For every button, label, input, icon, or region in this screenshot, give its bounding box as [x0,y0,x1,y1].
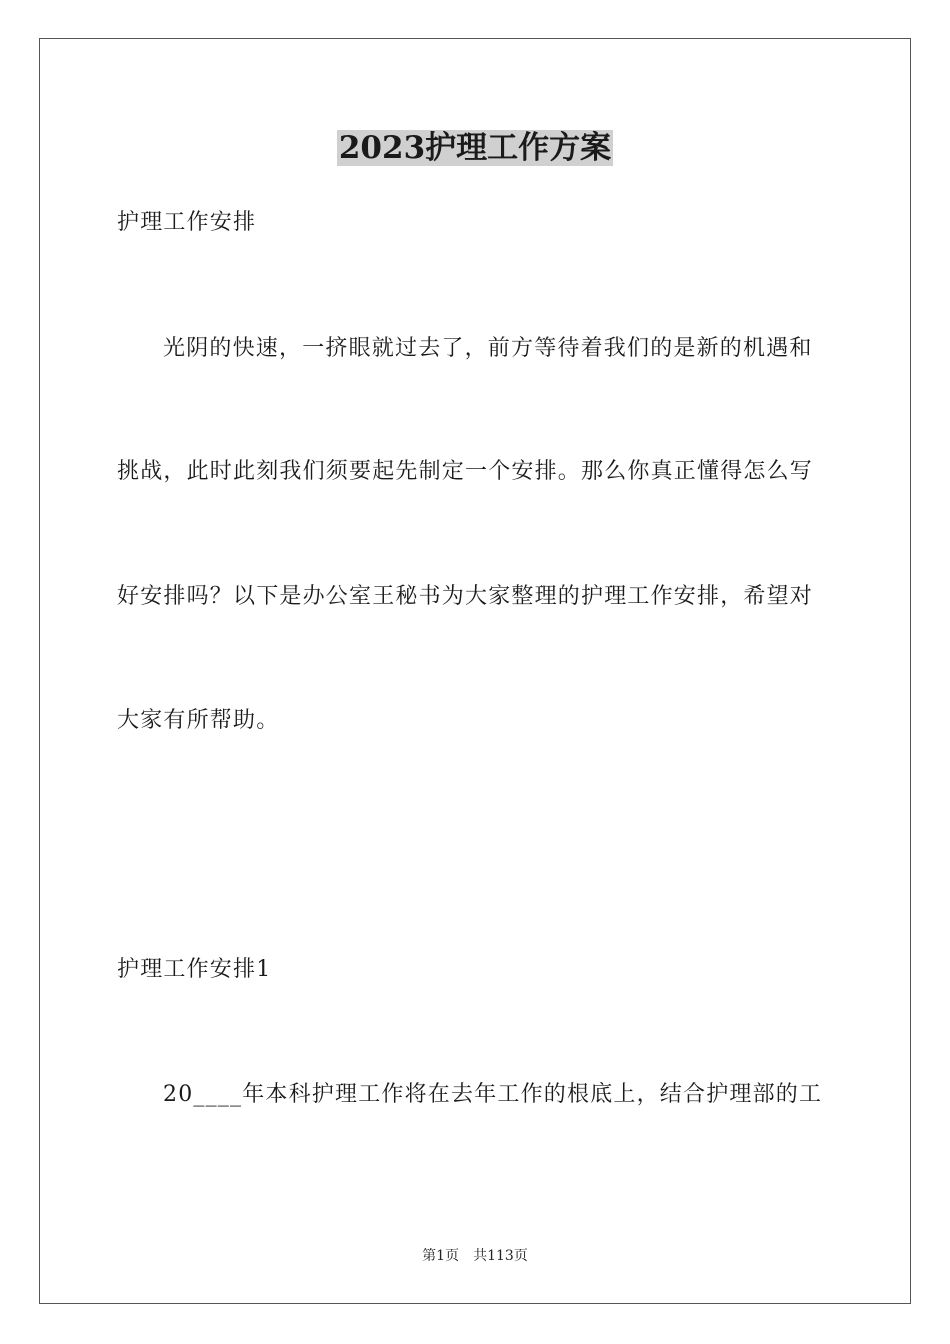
document-title [0,126,950,170]
page-number: 第1页 [422,1248,460,1264]
section-heading: 护理工作安排1 [117,957,272,982]
section-heading: 护理工作安排 [117,210,257,235]
page-footer [0,1246,950,1266]
paragraph-line: 挑战，此时此刻我们须要起先制定一个安排。那么你真正懂得怎么写 [117,459,814,484]
paragraph-line: 好安排吗？以下是办公室王秘书为大家整理的护理工作安排，希望对 [117,584,814,609]
paragraph-line: 光阴的快速，一挤眼就过去了，前方等待着我们的是新的机遇和 [163,336,813,361]
paragraph-line: 20____年本科护理工作将在去年工作的根底上，结合护理部的工 [163,1082,823,1107]
page-total: 共113页 [473,1248,528,1264]
paragraph-line: 大家有所帮助。 [117,708,280,733]
document-title-text: 2023护理工作方案 [338,130,612,166]
